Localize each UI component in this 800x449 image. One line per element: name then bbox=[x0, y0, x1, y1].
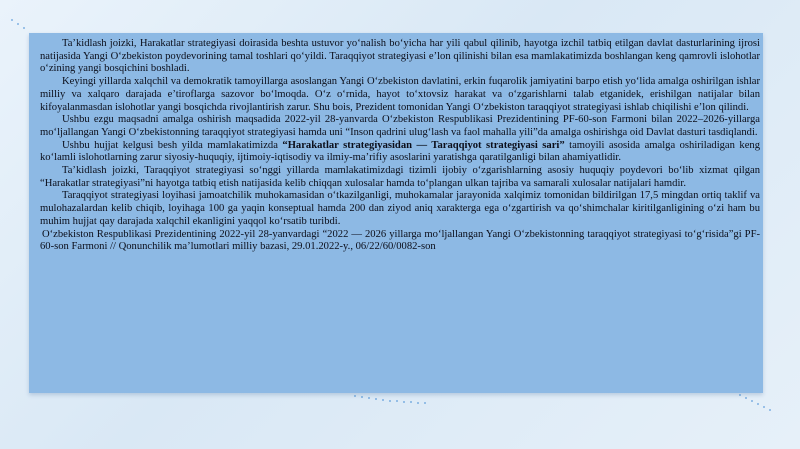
paragraph-2: Keyingi yillarda xalqchil va demokratik tamoyillarga asoslangan Yangi O‘zbekiston davlatini, erkin fuqarolik jamiyatini barpo etish yo‘lida amalga oshirilgan ishlar milliy va xalqaro darajada e’tiroflarga sazovor bo‘lmoqda. O‘z o‘rnida, hayot to‘xtovsiz harakat va o‘zgarishlarni talab etganidek, erishilgan natijalar bilan kifoyalanmasdan islohotlar yangi bosqichda rivojlantirish zarur. Shu bois, Prezident tomonidan Yangi O‘zbekiston taraqqiyot strategiyasi ishlab chiqilishi e’lon qilindi. bbox=[40, 76, 760, 113]
paragraph-4-start: Ushbu hujjat kelgusi besh yilda mamlakatimizda bbox=[62, 139, 283, 151]
paragraph-6: Taraqqiyot strategiyasi loyihasi jamoatchilik muhokamasidan o‘tkazilganligi, muhokamalar jarayonida xalqimiz tomonidan bildirilgan 17,5 mingdan ortiq taklif va mulohazalardan kelib chiqib, loyihaga 100 ga yaqin konseptual hamda 200 dan ziyod aniq xarakterga ega o‘zgartirish va qo‘shimchalar kiritilganligining o‘zi ham bu muhim hujjat qay darajada xalqchil ekanligini yaqqol ko‘rsatib turibdi. bbox=[40, 190, 760, 227]
document-body bbox=[40, 38, 760, 254]
strategy-slogan: “Harakatlar strategiyasidan — Taraqqiyot strategiyasi sari” bbox=[282, 139, 565, 151]
paragraph-1: Ta’kidlash joizki, Harakatlar strategiyasi doirasida beshta ustuvor yo‘nalish bo‘yicha har yili qabul qilinib, hayotga izchil tatbiq etilgan davlat dasturlarining ijrosi natijasida Yangi O‘zbekiston poydevorining tamal toshlari qo‘yildi. Taraqqiyot strategiyasi e’lon qilinishi bilan esa mamlakatimizda boshlangan keng qamrovli islohotlar o‘zining yangi bosqichini boshladi. bbox=[40, 38, 760, 75]
source-note: O‘zbekiston Respublikasi Prezidentining 2022-yil 28-yanvardagi “2022 — 2026 yillarga mo‘ljallangan Yangi O‘zbekistonning taraqqiyot strategiyasi to‘g‘risida”gi PF-60-son Farmoni // Qonunchilik ma’lumotlari milliy bazasi, 29.01.2022-y., 06/22/60/0082-son bbox=[40, 228, 760, 253]
paragraph-3: Ushbu ezgu maqsadni amalga oshirish maqsadida 2022-yil 28-yanvarda O‘zbekiston Respublikasi Prezidentining PF-60-son Farmoni bilan 2022–2026-yillarga mo‘ljallangan Yangi O‘zbekistonning taraqqiyot strategiyasi hamda uni “Inson qadrini ulug‘lash va faol mahalla yili”da amalga oshirishga oid Davlat dasturi tasdiqlandi. bbox=[40, 114, 760, 138]
paragraph-5: Ta’kidlash joizki, Taraqqiyot strategiyasi so‘nggi yillarda mamlakatimizdagi tizimli ijobiy o‘zgarishlarning asosiy huquqiy poydevori bo‘lib xizmat qilgan “Harakatlar strategiyasi”ni hayotga tatbiq etish natijasida kelib chiqqan xulosalar hamda to‘plangan ulkan tajriba va samarali xulosalar natijalari hamdir. bbox=[40, 165, 760, 189]
paragraph-4 bbox=[40, 140, 760, 165]
paragraph-4-end: tamoyili asosida amalga oshiriladigan keng ko‘lamli islohotlarning zarur siyosiy-huquqiy, ijtimoiy-iqtisodiy va ilmiy-ma’rifiy asoslarini yaratishga qaratilganligi bilan ahamiyatlidir. bbox=[40, 139, 760, 164]
